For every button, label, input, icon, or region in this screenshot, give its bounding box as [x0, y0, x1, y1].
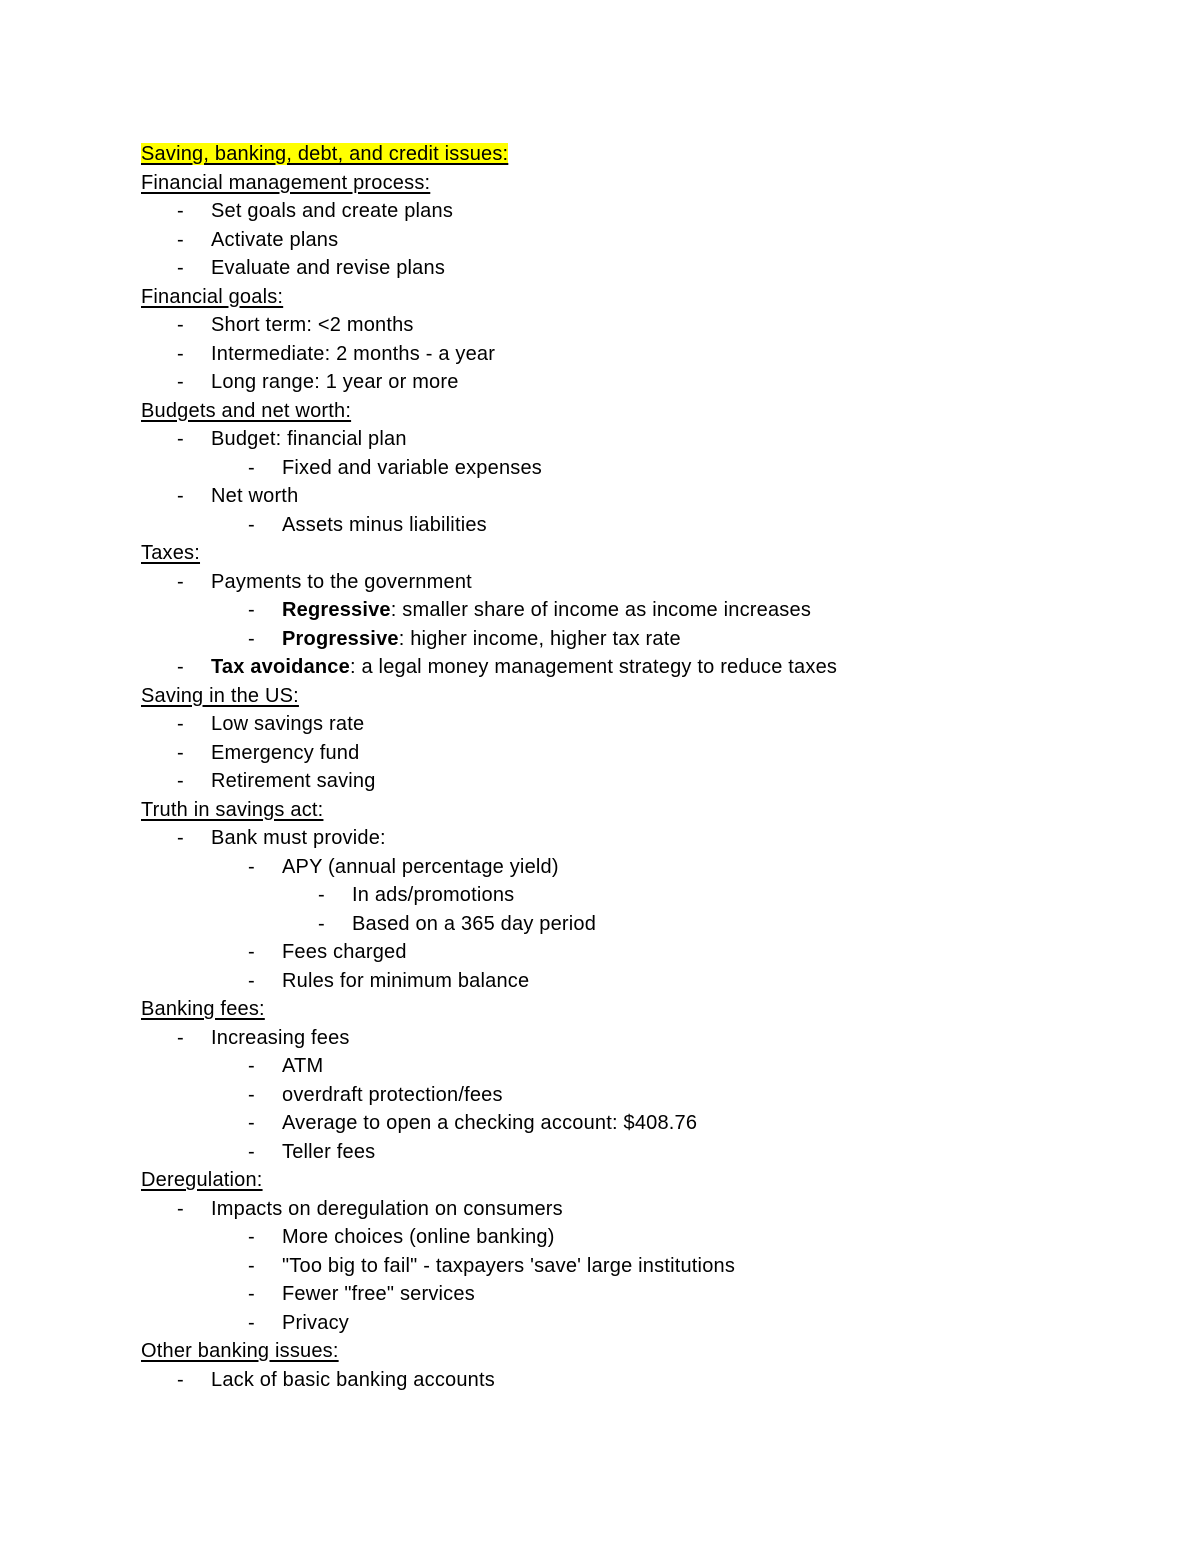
section-heading-financial-management: Financial management process:	[141, 171, 431, 194]
section-heading-financial-goals: Financial goals:	[141, 285, 284, 308]
list-item: - Payments to the government	[177, 570, 472, 593]
section-heading-truth-in-savings: Truth in savings act:	[141, 798, 324, 821]
section-heading-budgets: Budgets and net worth:	[141, 399, 352, 422]
list-subitem: - Fees charged	[248, 941, 407, 963]
list-subitem: - ATM	[248, 1055, 324, 1077]
list-item: - Tax avoidance: a legal money management strategy to reduce taxes	[177, 656, 838, 678]
list-item: - Long range: 1 year or more	[177, 371, 459, 393]
list-subitem: - APY (annual percentage yield)	[248, 855, 559, 878]
list-item: - Bank must provide:	[177, 827, 386, 849]
list-item: - Net worth	[177, 485, 299, 507]
list-subitem: - "Too big to fail" - taxpayers 'save' large institutions	[248, 1254, 736, 1277]
list-item: - Set goals and create plans	[177, 200, 454, 222]
list-subitem: - overdraft protection/fees	[248, 1083, 503, 1106]
list-subitem: - Rules for minimum balance	[248, 969, 530, 992]
term-progressive: Progressive	[282, 627, 399, 650]
list-item: - Lack of basic banking accounts	[177, 1368, 495, 1391]
section-heading-deregulation: Deregulation:	[141, 1169, 263, 1191]
section-heading-saving-us: Saving in the US:	[141, 684, 299, 707]
list-subsubitem: - In ads/promotions	[318, 884, 515, 906]
list-item: - Budget: financial plan	[177, 428, 407, 450]
list-item: - Activate plans	[177, 228, 339, 251]
list-subitem: - Privacy	[248, 1311, 349, 1334]
document-body	[141, 140, 1121, 1394]
list-item: - Impacts on deregulation on consumers	[177, 1197, 563, 1220]
section-heading-taxes: Taxes:	[141, 542, 201, 564]
list-subitem: - Regressive: smaller share of income as income increases	[248, 599, 812, 621]
section-heading-other-banking: Other banking issues:	[141, 1340, 339, 1362]
list-item: - Intermediate: 2 months - a year	[177, 342, 496, 365]
term-regressive: Regressive	[282, 599, 391, 621]
list-subitem: - Teller fees	[248, 1140, 376, 1163]
list-subitem: - Progressive: higher income, higher tax rate	[248, 627, 681, 650]
list-subitem: - Fewer "free" services	[248, 1283, 475, 1305]
list-subitem: - Assets minus liabilities	[248, 513, 487, 536]
list-item: - Evaluate and revise plans	[177, 257, 446, 279]
list-subitem: - Fixed and variable expenses	[248, 456, 542, 479]
list-item: - Increasing fees	[177, 1026, 350, 1049]
section-heading-banking-fees: Banking fees:	[141, 998, 265, 1020]
page-title: Saving, banking, debt, and credit issues:	[141, 143, 509, 165]
list-item: - Low savings rate	[177, 713, 365, 735]
list-subsubitem: - Based on a 365 day period	[318, 912, 597, 935]
list-item: - Retirement saving	[177, 770, 376, 792]
list-item: - Emergency fund	[177, 741, 360, 764]
list-subitem: - Average to open a checking account: $408.76	[248, 1112, 698, 1134]
term-tax-avoidance: Tax avoidance	[211, 656, 350, 678]
list-subitem: - More choices (online banking)	[248, 1226, 555, 1248]
list-item: - Short term: <2 months	[177, 314, 414, 336]
